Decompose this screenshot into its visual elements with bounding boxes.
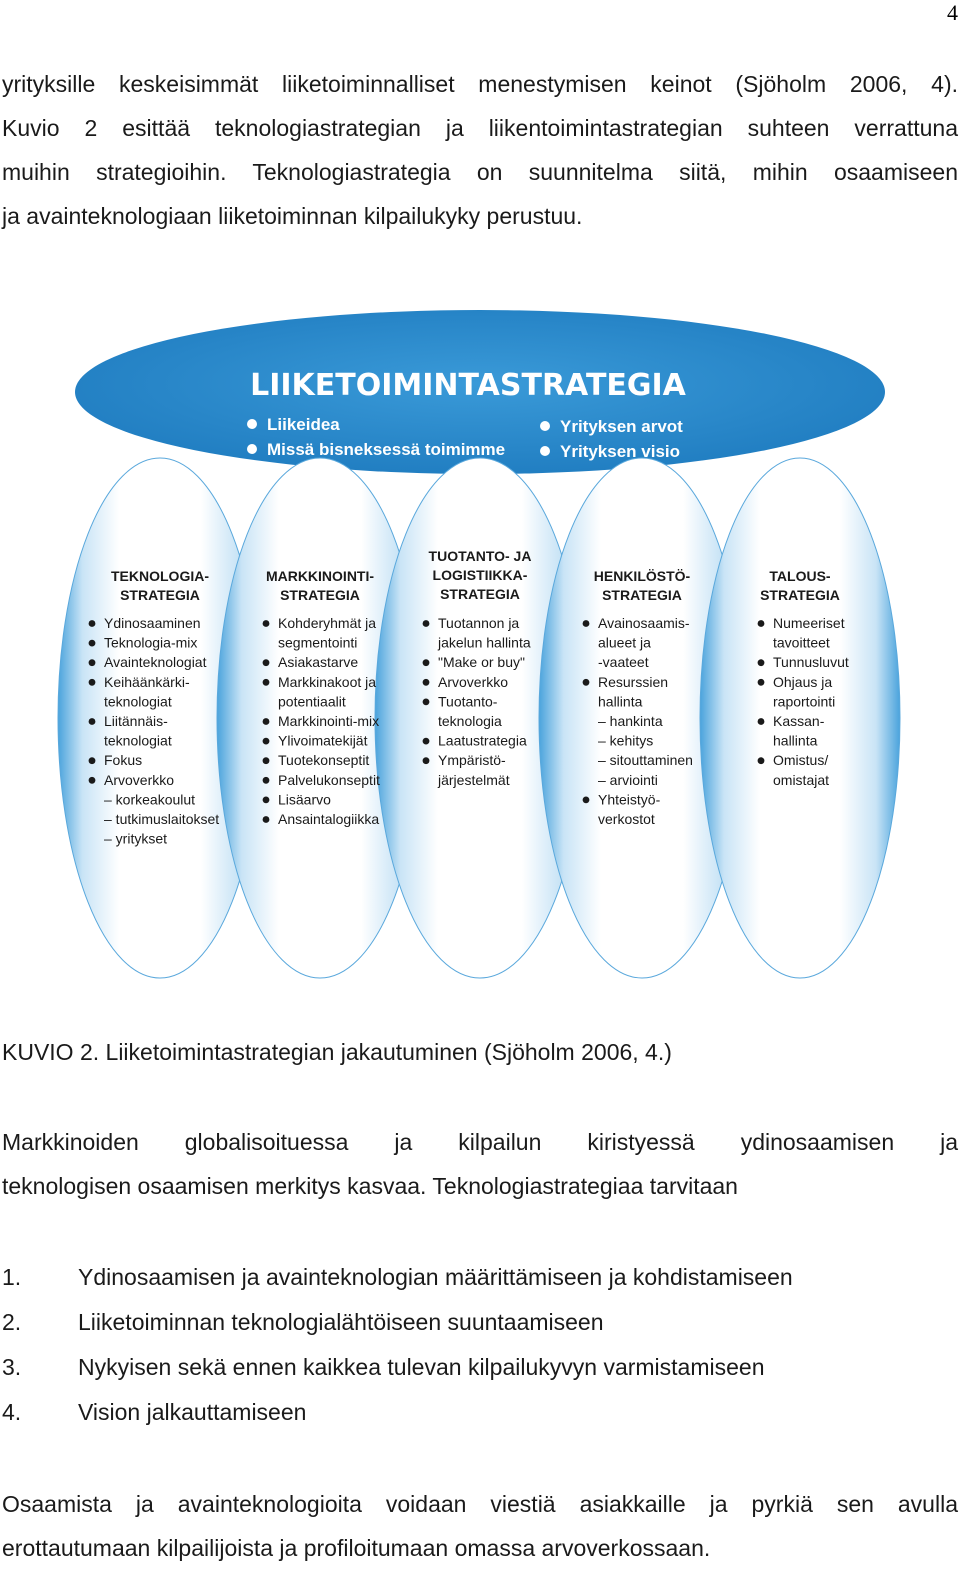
column-item-talous: tavoitteet: [773, 634, 830, 651]
main-bullet-liikeidea: Liikeidea: [267, 415, 340, 434]
list-item: [2, 1345, 793, 1390]
column-item-tuotanto: Ympäristö-: [438, 752, 506, 769]
bullet-dot: [263, 816, 270, 823]
main-strategy-title: LIIKETOIMINTASTRATEGIA: [250, 368, 686, 403]
column-item-henkilosto: – hankinta: [598, 713, 663, 729]
text-line: muihin strategioihin. Teknologiastrategia on suunnitelma siitä, mihin osaamiseen: [2, 159, 958, 185]
bullet-dot: [263, 738, 270, 745]
bullet-dot: [423, 659, 430, 666]
column-item-tuotanto: teknologia: [438, 713, 502, 729]
bullet-dot: [89, 679, 96, 686]
main-bullet-business: Missä bisneksessä toimimme: [267, 440, 506, 459]
list-text: Ydinosaamisen ja avainteknologian määrittämiseen ja kohdistamiseen: [78, 1264, 793, 1290]
column-item-henkilosto: verkostot: [598, 811, 655, 827]
column-title-teknologia: TEKNOLOGIA-: [111, 568, 209, 584]
bullet-dot: [247, 444, 257, 454]
column-item-markkinointi: Markkinointi-mix: [278, 713, 380, 729]
bullet-dot: [263, 777, 270, 784]
text-line: teknologisen osaamisen merkitys kasvaa. Teknologiastrategiaa tarvitaan: [2, 1173, 738, 1199]
bullet-dot: [89, 777, 96, 784]
column-item-teknologia: Keihäänkärki-: [104, 673, 190, 690]
column-item-teknologia: – tutkimuslaitokset: [104, 811, 220, 827]
column-title-talous: STRATEGIA: [760, 587, 840, 603]
column-item-tuotanto: jakelun hallinta: [438, 634, 531, 651]
column-item-teknologia: Avainteknologiat: [104, 654, 207, 671]
column-item-talous: Kassan-: [773, 713, 825, 729]
bullet-dot: [758, 620, 765, 627]
column-title-teknologia: STRATEGIA: [120, 587, 200, 603]
column-item-henkilosto: hallinta: [598, 693, 643, 710]
bullet-dot: [583, 797, 590, 804]
column-item-teknologia: Arvoverkko: [104, 771, 175, 788]
column-item-tuotanto: Tuotanto-: [438, 693, 498, 710]
bullet-dot: [89, 718, 96, 725]
main-bullet-visio: Yrityksen visio: [560, 442, 681, 461]
column-item-henkilosto: Resurssien: [598, 673, 669, 690]
bullet-dot: [263, 757, 270, 764]
column-title-tuotanto: LOGISTIIKKA-: [432, 567, 528, 583]
column-item-talous: Numeeriset: [773, 615, 845, 631]
column-item-henkilosto: Avainosaamis-: [598, 615, 690, 631]
column-item-markkinointi: Tuotekonseptit: [278, 752, 370, 769]
column-item-markkinointi: Markkinakoot ja: [278, 673, 377, 690]
bullet-dot: [423, 738, 430, 745]
bullet-dot: [263, 659, 270, 666]
column-item-teknologia: – korkeakoulut: [104, 791, 196, 808]
page-number: 4: [947, 0, 958, 25]
column-item-tuotanto: Arvoverkko: [438, 673, 509, 690]
bullet-dot: [423, 679, 430, 686]
column-title-henkilosto: HENKILÖSTÖ-: [593, 568, 691, 584]
column-item-markkinointi: Asiakastarve: [278, 654, 359, 671]
list-text: Liiketoiminnan teknologialähtöiseen suuntaamiseen: [78, 1309, 604, 1335]
column-item-teknologia: Fokus: [104, 752, 143, 769]
strategy-diagram-svg: [0, 288, 960, 988]
bullet-dot: [263, 797, 270, 804]
column-item-markkinointi: Kohderyhmät ja: [278, 615, 377, 631]
list-item: [2, 1300, 793, 1345]
bullet-dot: [89, 620, 96, 627]
strategy-diagram: [0, 288, 960, 988]
bullet-dot: [263, 620, 270, 627]
text-line: erottautumaan kilpailijoista ja profiloitumaan omassa arvoverkossaan.: [2, 1535, 711, 1561]
column-item-teknologia: teknologiat: [104, 693, 172, 710]
column-item-talous: raportointi: [773, 693, 836, 710]
paragraph-2: [2, 1120, 958, 1208]
main-bullet-arvot: Yrityksen arvot: [560, 417, 683, 436]
bullet-dot: [89, 757, 96, 764]
bullet-dot: [540, 446, 550, 456]
column-item-henkilosto: – kehitys: [598, 732, 654, 749]
bullet-dot: [583, 679, 590, 686]
bullet-dot: [89, 640, 96, 647]
list-text: Nykyisen sekä ennen kaikkea tulevan kilpailukyvyn varmistamiseen: [78, 1354, 765, 1380]
column-item-talous: Tunnusluvut: [773, 654, 849, 671]
column-item-talous: omistajat: [773, 771, 830, 788]
intro-paragraph: [2, 62, 958, 238]
column-item-talous: Ohjaus ja: [773, 673, 833, 690]
column-item-teknologia: Ydinosaaminen: [104, 615, 201, 631]
text-line: Osaamista ja avainteknologioita voidaan viestiä asiakkaille ja pyrkiä sen avulla: [2, 1491, 958, 1517]
list-number: 2.: [2, 1309, 22, 1335]
bullet-dot: [540, 421, 550, 431]
text-line: yrityksille keskeisimmät liiketoiminnalliset menestymisen keinot (Sjöholm 2006, 4).: [2, 71, 958, 97]
bullet-dot: [758, 659, 765, 666]
column-item-markkinointi: potentiaalit: [278, 693, 346, 710]
column-item-tuotanto: "Make or buy": [438, 654, 525, 671]
column-title-markkinointi: MARKKINOINTI-: [265, 568, 375, 584]
column-item-tuotanto: Laatustrategia: [438, 732, 527, 749]
bullet-dot: [758, 757, 765, 764]
paragraph-3: [2, 1482, 958, 1570]
column-title-tuotanto: TUOTANTO- JA: [428, 548, 532, 564]
column-item-markkinointi: Ansaintalogiikka: [278, 811, 380, 827]
bullet-dot: [758, 718, 765, 725]
bullet-dot: [423, 620, 430, 627]
text-line: ja avainteknologiaan liiketoiminnan kilpailukyky perustuu.: [2, 203, 583, 229]
column-item-henkilosto: -vaateet: [598, 654, 649, 671]
column-item-markkinointi: Palvelukonseptit: [278, 771, 380, 788]
column-item-teknologia: Liitännäis-: [104, 713, 168, 729]
column-title-henkilosto: STRATEGIA: [602, 587, 682, 603]
column-item-talous: hallinta: [773, 732, 818, 749]
bullet-dot: [263, 718, 270, 725]
column-item-teknologia: Teknologia-mix: [104, 634, 198, 651]
column-item-teknologia: – yritykset: [104, 830, 168, 847]
column-item-markkinointi: Ylivoimatekijät: [278, 732, 368, 749]
column-item-talous: Omistus/: [773, 752, 829, 769]
list-item: [2, 1390, 793, 1435]
bullet-dot: [423, 757, 430, 764]
column-title-talous: TALOUS-: [769, 568, 831, 584]
numbered-list: [2, 1255, 793, 1435]
figure-caption: KUVIO 2. Liiketoimintastrategian jakautuminen (Sjöholm 2006, 4.): [2, 1039, 672, 1065]
column-item-tuotanto: Tuotannon ja: [438, 615, 520, 631]
column-item-henkilosto: alueet ja: [598, 634, 651, 651]
column-title-markkinointi: STRATEGIA: [280, 587, 360, 603]
list-text: Vision jalkauttamiseen: [78, 1399, 307, 1425]
list-number: 3.: [2, 1354, 22, 1380]
column-title-tuotanto: STRATEGIA: [440, 586, 520, 602]
bullet-dot: [263, 679, 270, 686]
list-number: 4.: [2, 1399, 22, 1425]
column-item-henkilosto: Yhteistyö-: [598, 791, 661, 808]
column-item-markkinointi: segmentointi: [278, 634, 358, 651]
column-item-henkilosto: – sitouttaminen: [598, 752, 693, 769]
bullet-dot: [423, 699, 430, 706]
list-item: [2, 1255, 793, 1300]
bullet-dot: [247, 419, 257, 429]
list-number: 1.: [2, 1264, 22, 1290]
bullet-dot: [758, 679, 765, 686]
text-line: Kuvio 2 esittää teknologiastrategian ja liikentoimintastrategian suhteen verrattuna: [2, 115, 958, 141]
column-item-teknologia: teknologiat: [104, 732, 172, 749]
column-item-markkinointi: Lisäarvo: [278, 791, 331, 808]
bullet-dot: [89, 659, 96, 666]
column-item-henkilosto: – arviointi: [598, 771, 658, 788]
bullet-dot: [583, 620, 590, 627]
text-line: Markkinoiden globalisoituessa ja kilpailun kiristyessä ydinosaamisen ja: [2, 1129, 958, 1155]
column-item-tuotanto: järjestelmät: [438, 771, 510, 788]
